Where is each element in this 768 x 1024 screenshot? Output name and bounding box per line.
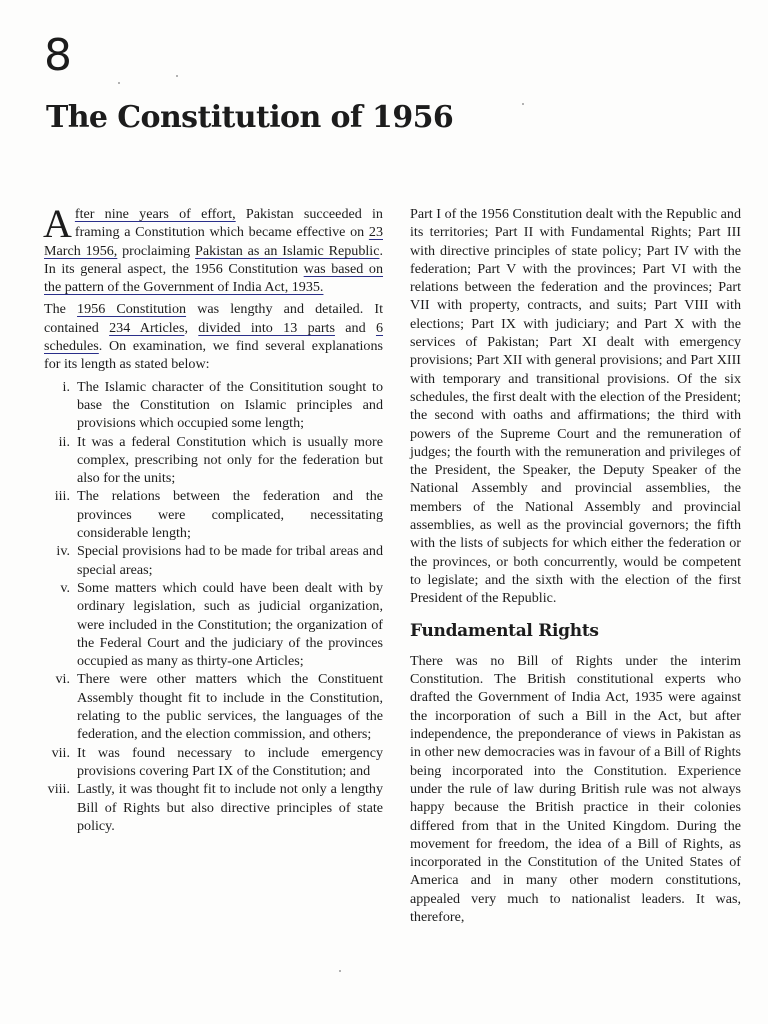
scan-speck xyxy=(522,103,524,105)
scan-speck xyxy=(118,82,120,84)
list-item-text: There were other matters which the Constituent Assembly thought fit to include in the Constitution, relating to the public services, the languages of the federation, and the election commission, and others; xyxy=(77,671,383,743)
underlined-phrase: 6 schedules xyxy=(44,319,384,355)
list-item-number: vi. xyxy=(55,671,70,688)
list-item-number: iv. xyxy=(56,543,70,560)
text-run: . In its general aspect, the 1956 Constitution xyxy=(44,242,383,277)
section-heading-fundamental-rights: Fundamental Rights xyxy=(410,620,599,641)
underlined-phrase: 234 Articles xyxy=(109,319,185,336)
list-item-number: i. xyxy=(62,378,70,395)
intro-text xyxy=(43,201,384,296)
text-run: , xyxy=(184,319,199,336)
scan-speck xyxy=(176,75,178,77)
list-item-text: It was found necessary to include emergency provisions covering Part IX of the Constitution; and xyxy=(77,744,383,779)
list-item-number: v. xyxy=(60,579,70,596)
list-item-text: It was a federal Constitution which is usually more complex, prescribing not only for the federation but also for the units; xyxy=(77,433,383,487)
list-item-text: Lastly, it was thought fit to include not only a lengthy Bill of Rights but also directive principles of state policy. xyxy=(77,781,383,834)
list-item xyxy=(44,487,383,542)
length-reasons-list xyxy=(44,378,383,835)
list-item xyxy=(44,378,383,433)
list-item xyxy=(44,780,383,835)
text-run: . On examination, we find several explanations for its length as stated below: xyxy=(44,338,383,373)
text-run: Pakistan succeeded in framing a Constitution which became effective on xyxy=(74,206,383,241)
list-item xyxy=(44,670,383,743)
list-item-number: ii. xyxy=(58,433,70,450)
list-item xyxy=(44,433,383,488)
right-column xyxy=(410,205,741,930)
chapter-title: The Constitution of 1956 xyxy=(46,100,454,135)
text-run: The xyxy=(44,301,78,318)
intro-paragraph xyxy=(43,201,384,296)
list-item-text: The relations between the federation and the provinces were complicated, necessitating considerable length; xyxy=(77,488,383,542)
underlined-phrase: 1956 Constitution xyxy=(77,301,187,318)
underlined-phrase: fter nine years of effort, xyxy=(74,206,236,222)
list-item-text: The Islamic character of the Consititution sought to base the Constitution on Islamic principles and provisions which occupied some length; xyxy=(77,378,383,432)
underlined-phrase: Pakistan as an Islamic Republic xyxy=(195,242,380,259)
list-item-text: Special provisions had to be made for tribal areas and special areas; xyxy=(77,543,383,578)
list-item-text: Some matters which could have been dealt with by ordinary legislation, such as judicial organization, were included in the Constitution; the organization of the Federal Court and the judiciary of the provinces occupied as many as thirty-one Articles; xyxy=(77,579,383,670)
list-item-number: vii. xyxy=(51,744,70,761)
list-item xyxy=(44,744,383,781)
length-paragraph xyxy=(44,300,383,373)
list-item-number: viii. xyxy=(47,781,70,798)
text-run: was lengthy and detailed. It contained xyxy=(44,301,383,336)
parts-paragraph: Part I of the 1956 Constitution dealt with the Republic and its territories; Part II with Fundamental Rights; Part III with directive principles of state policy; Part IV with the federation; Part V with the provinces; Part VI with the relations between the federation and the provinces; Part VII with property, contracts, and suits; Part VIII with elections; Part IX with judiciary; and Part X with the services of Pakistan; Part XI dealt with emergency provisions; Part XII with general provisions; and Part XIII with temporary and transitional provisions. Of the six schedules, the first dealt with the election of the President; the second with oaths and affirmations; the third with powers of the Supreme Court and the remuneration of judges; the fourth with the remuneration and privileges of the President, the Speaker, the Deputy Speaker of the National Assembly and provincial assemblies, the members of the National Assembly and provincial assemblies, as well as the provincial governors; the fifth with the lists of subjects for which either the federation or the provinces, or both concurrently, would be competent to legislate; and the sixth with the election of the first President of the Republic. xyxy=(410,206,741,607)
chapter-number: 8 xyxy=(44,30,71,81)
list-item-number: iii. xyxy=(54,488,70,505)
drop-cap: A xyxy=(43,201,72,246)
left-column xyxy=(43,201,384,835)
fundamental-rights-paragraph: There was no Bill of Rights under the interim Constitution. The British constitutional experts who drafted the Government of India Act, 1935 were against the incorporation of such a Bill in the Act, but after independence, the preponderance of views in Pakistan as in other new democracies was in favour of a Bill of Rights being incorporated into the Constitution. Experience under the rule of law during British rule was not always happy because the British practice in their colonies differed from that in the United Kingdom. During the movement for freedom, the idea of a Bill of Rights, as incorporated in the Constitution of the United States of America and in many other modern constitutions, appealed very much to nationalist leaders. It was, therefore, xyxy=(410,652,741,925)
underlined-phrase: was based on the pattern of the Government of India Act, 1935. xyxy=(44,260,384,296)
list-item xyxy=(44,542,383,579)
underlined-phrase: divided into 13 parts xyxy=(198,319,335,336)
scan-speck xyxy=(339,970,341,972)
underlined-phrase: 23 March 1956, xyxy=(44,224,383,259)
text-run: proclaiming xyxy=(117,242,196,259)
text-run: and xyxy=(334,319,376,336)
list-item xyxy=(44,579,383,670)
length-text xyxy=(44,301,383,372)
